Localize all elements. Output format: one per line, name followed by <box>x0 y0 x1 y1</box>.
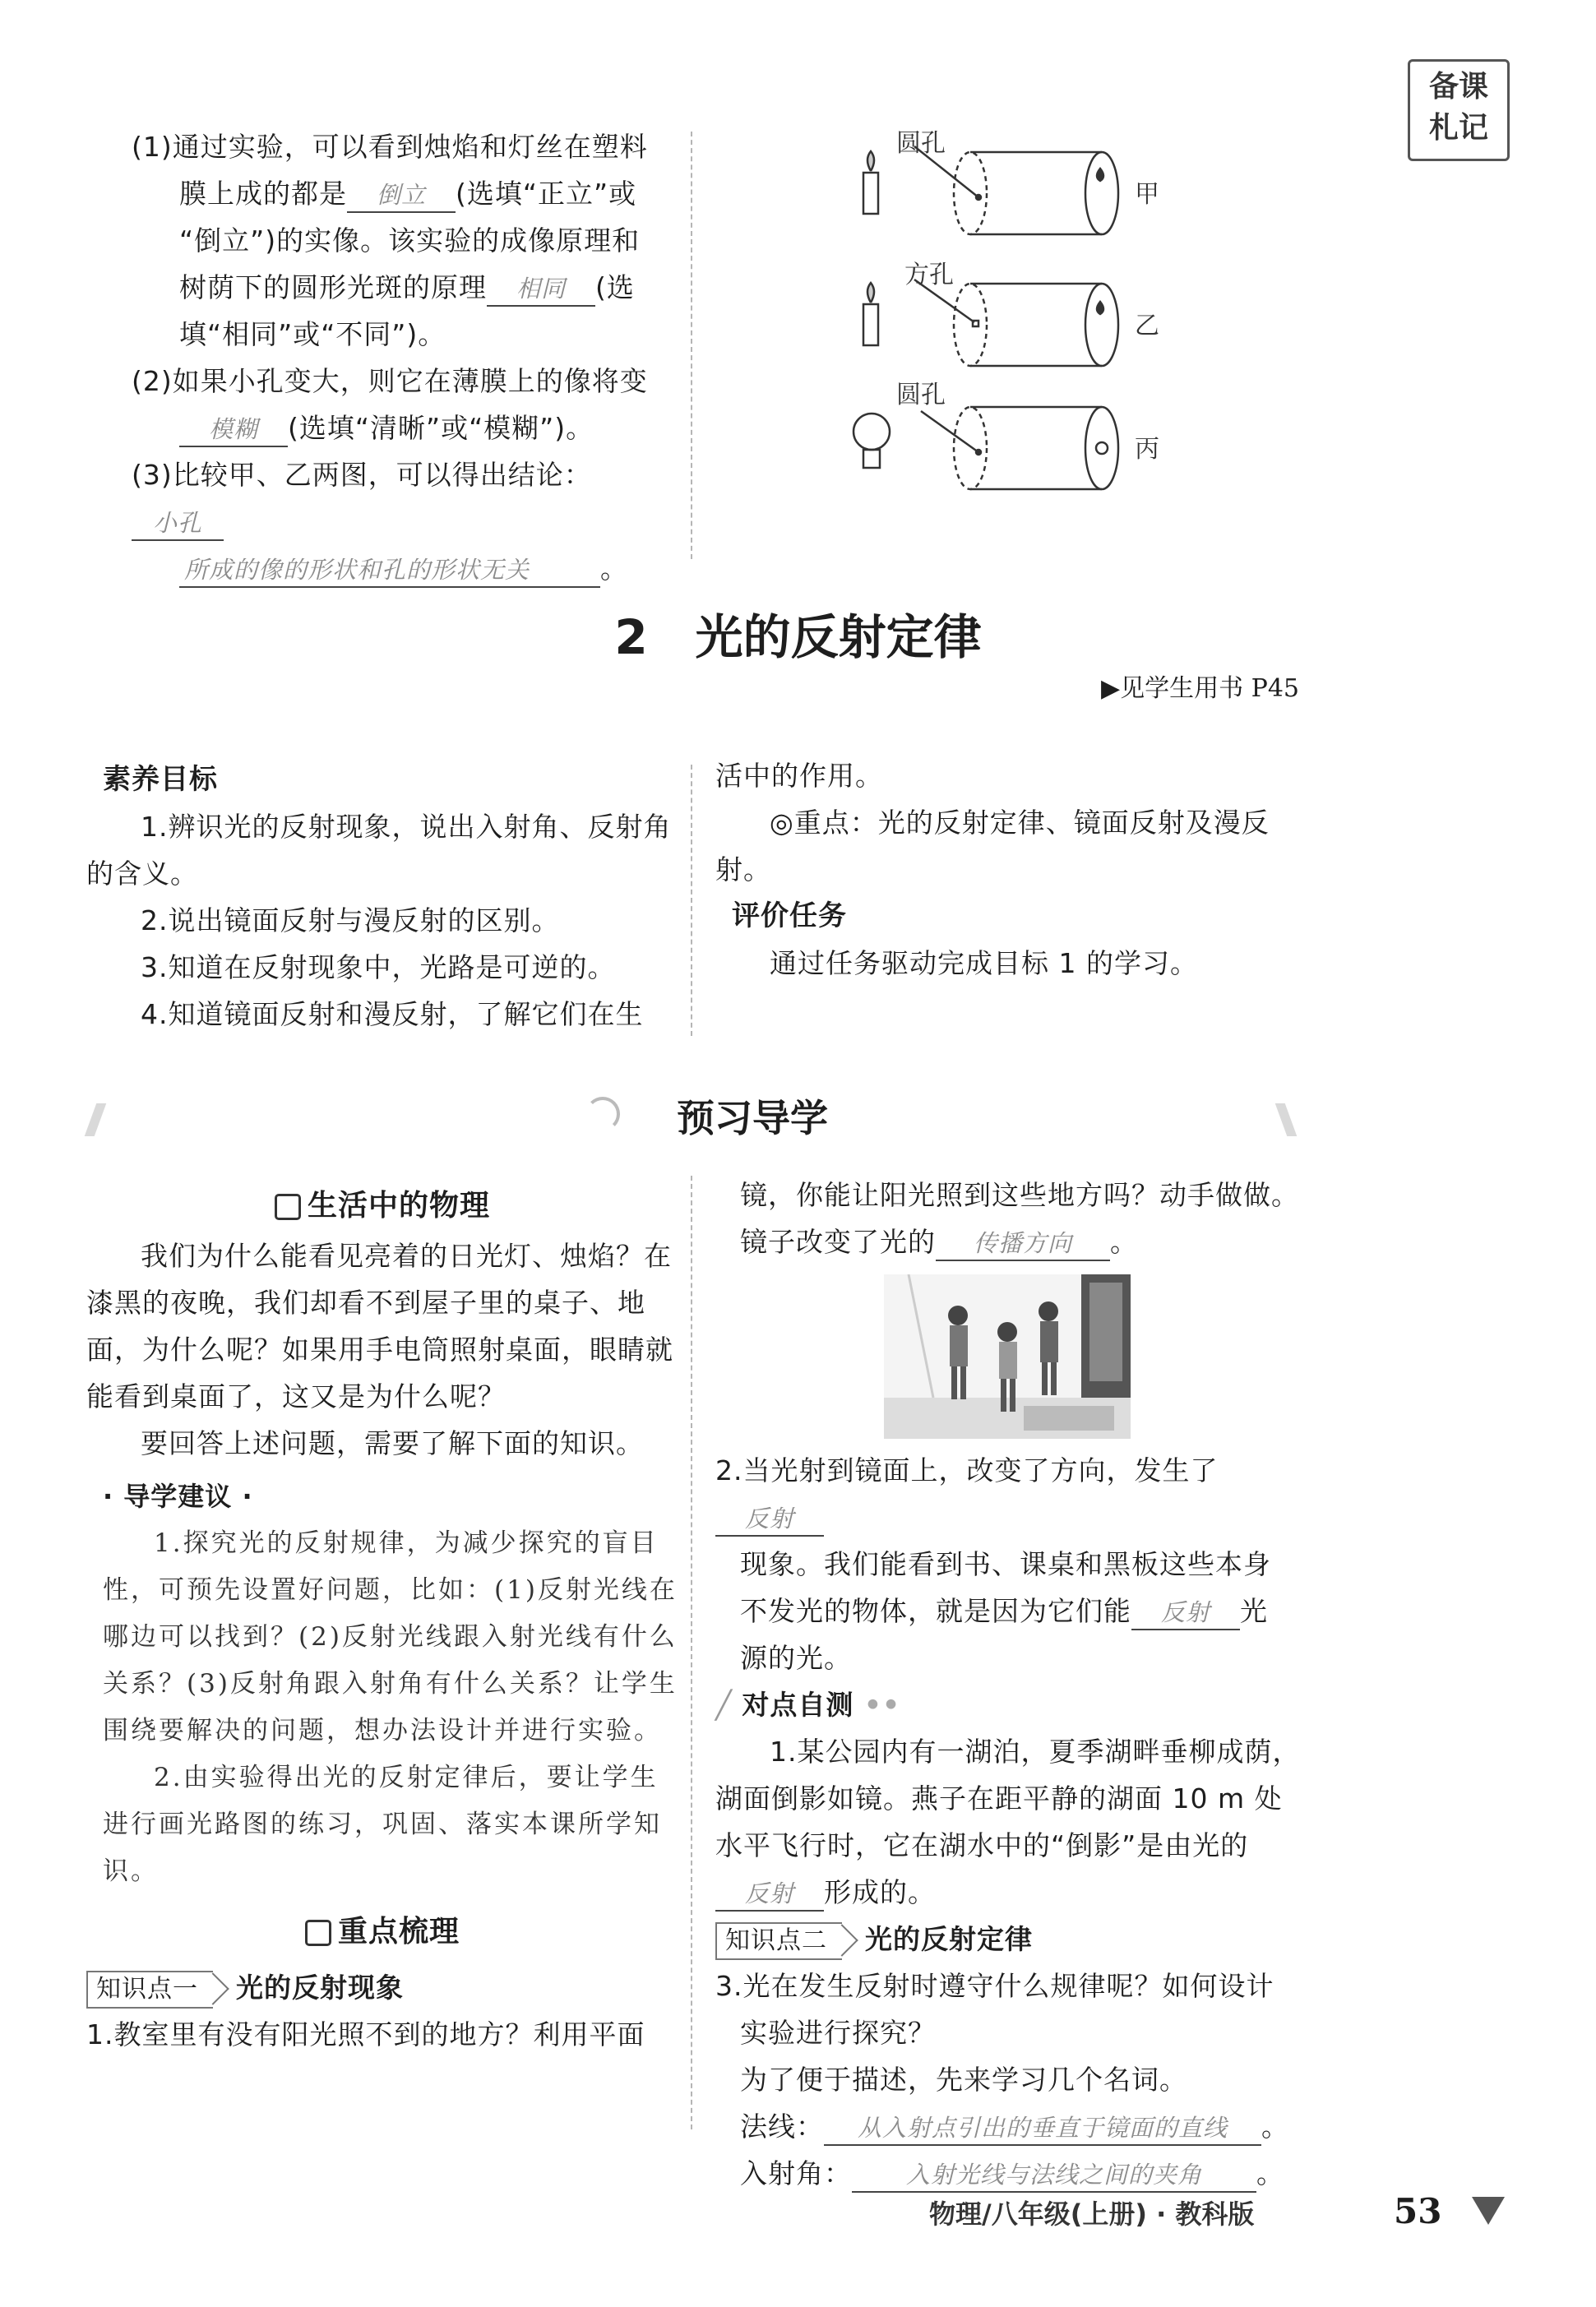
q1-line-e: 填“相同”或“不同”)。 <box>179 318 446 350</box>
q2-line-4: 源的光。 <box>740 1642 852 1674</box>
q2-line-2: 现象。我们能看到书、课桌和黑板这些本身 <box>740 1548 1271 1580</box>
q3-text: (3)比较甲、乙两图，可以得出结论： <box>132 459 592 491</box>
eval-heading: 评价任务 <box>732 899 847 932</box>
q1-line-a: (1)通过实验，可以看到烛焰和灯丝在塑料 <box>132 131 648 163</box>
label-round-hole-2: 圆孔 <box>896 381 946 409</box>
book-icon <box>275 1194 301 1220</box>
answer-blank: 从入射点引出的垂直于镜面的直线 <box>824 2111 1261 2146</box>
keypoints-heading: 重点梳理 <box>337 1915 460 1949</box>
preview-banner <box>82 1085 1299 1151</box>
q2-line-a: (2)如果小孔变大，则它在薄膜上的像将变 <box>132 365 648 397</box>
q1-line-c: “倒立”)的实像。该实验的成像原理和 <box>179 224 641 257</box>
student-book-ref: ▶见学生用书 P45 <box>1101 674 1299 703</box>
preview-title: 预习导学 <box>677 1096 828 1140</box>
q1-text: (选 <box>595 271 635 303</box>
self-test-heading: 对点自测 <box>742 1689 854 1721</box>
life-paragraph-2: 要回答上述问题，需要了解下面的知识。 <box>141 1427 644 1459</box>
q2-text: (选填“清晰”或“模糊”)。 <box>288 412 594 444</box>
normal-label: 法线： <box>740 2111 824 2143</box>
answer-blank: 模糊 <box>179 413 288 447</box>
q2-text: 不发光的物体，就是因为它们能 <box>740 1595 1131 1627</box>
answer-blank: 相同 <box>487 272 595 307</box>
column-divider <box>691 132 692 559</box>
goal-4-continued: 活中的作用。 <box>715 760 883 792</box>
section-title: 2 光的反射定律 <box>614 609 982 665</box>
kp2-tag: 知识点二 <box>715 1922 842 1960</box>
answer-blank: 入射光线与法线之间的夹角 <box>852 2158 1256 2193</box>
q3-text: 。 <box>600 552 628 585</box>
tag-bing: 丙 <box>1135 435 1159 464</box>
q1-text: (选填“正立”或 <box>456 178 637 210</box>
goal-3: 3.知道在反射现象中，光路是可逆的。 <box>141 951 616 983</box>
goals-left <box>86 756 678 1038</box>
goal-1: 1.辨识光的反射现象，说出入射角、反射角的含义。 <box>86 811 672 890</box>
life-paragraph-1: 我们为什么能看见亮着的日光灯、烛焰？在漆黑的夜晚，我们却看不到屋子里的桌子、地面，为什么呢？如果用手电筒照射桌面，眼睛就能看到桌面了，这又是为什么呢？ <box>86 1240 673 1412</box>
right-column-2 <box>715 1447 1307 2197</box>
corner-decor-icon <box>1472 2197 1505 2225</box>
kp1-tag: 知识点一 <box>86 1971 213 2009</box>
key-focus: ◎重点：光的反射定律、镜面反射及漫反射。 <box>715 807 1270 885</box>
answer-blank: 反射 <box>715 1502 824 1537</box>
guide-paragraph-1: 1.探究光的反射规律，为减少探究的盲目性，可预先设置好问题，比如：(1)反射光线在哪边可以找到？(2)反射光线跟入射光线有什么关系？(3)反射角跟入射角有什么关系？让学生围绕要解决的问题，想办法设计并进行实验。 <box>103 1528 678 1745</box>
guide-heading: · 导学建议 · <box>103 1481 253 1512</box>
right-column <box>715 1172 1307 1265</box>
kp1-title: 光的反射现象 <box>236 1972 404 2004</box>
answer-blank: 小孔 <box>132 506 224 541</box>
guide-paragraph-2: 2.由实验得出光的反射定律后，要让学生进行画光路图的练习，巩固、落实本课所学知识。 <box>103 1763 662 1886</box>
kp1-text: 镜子改变了光的 <box>740 1226 936 1258</box>
kp1-question: 1.教室里有没有阳光照不到的地方？利用平面 <box>86 2018 645 2050</box>
self-test-1-end: 形成的。 <box>824 1876 936 1908</box>
q1-text: 树荫下的圆形光斑的原理 <box>179 271 487 303</box>
answer-blank: 传播方向 <box>936 1227 1110 1261</box>
q3-line-b: 实验进行探究？ <box>740 2017 936 2049</box>
notes-box <box>1408 59 1510 161</box>
goal-4: 4.知道镜面反射和漫反射，了解它们在生 <box>141 998 644 1030</box>
kp1-text: 。 <box>1110 1226 1138 1258</box>
pencil-icon: ╱ <box>715 1689 742 1721</box>
pinhole-figure <box>839 123 1200 493</box>
dots-icon: •• <box>854 1689 901 1721</box>
kp1-question-cont: 镜，你能让阳光照到这些地方吗？动手做做。 <box>740 1179 1299 1211</box>
q1-text: 膜上成的都是 <box>179 178 347 210</box>
q2-text: 光 <box>1240 1595 1268 1627</box>
life-heading: 生活中的物理 <box>307 1189 490 1223</box>
goals-heading: 素养目标 <box>103 763 218 796</box>
answer-blank: 反射 <box>1131 1596 1240 1630</box>
q3-line-a: 3.光在发生反射时遵守什么规律呢？如何设计 <box>715 1970 1274 2002</box>
notes-box-line1: 备课 <box>1428 70 1488 104</box>
footer-book: 物理/八年级(上册) · 教科版 <box>929 2198 1255 2230</box>
notes-box-line2: 札记 <box>1428 111 1488 145</box>
label-square-hole: 方孔 <box>904 261 954 289</box>
tag-jia: 甲 <box>1135 180 1159 209</box>
column-divider <box>691 1176 692 2129</box>
tag-yi: 乙 <box>1135 312 1159 340</box>
life-heading-row <box>86 1180 678 1232</box>
period: 。 <box>1261 2111 1289 2143</box>
keypoints-heading-row <box>86 1903 678 1961</box>
eval-text: 通过任务驱动完成目标 1 的学习。 <box>770 947 1198 979</box>
q2-text: 2.当光射到镜面上，改变了方向，发生了 <box>715 1454 1219 1486</box>
kp2-title: 光的反射定律 <box>865 1923 1033 1955</box>
answer-blank: 反射 <box>715 1877 824 1912</box>
q3-line-c: 为了便于描述，先来学习几个名词。 <box>740 2064 1187 2096</box>
incidence-label: 入射角： <box>740 2157 852 2189</box>
answer-blank: 倒立 <box>347 178 456 213</box>
top-questions <box>132 123 674 592</box>
label-round-hole-1: 圆孔 <box>896 129 946 158</box>
classroom-illustration <box>884 1274 1131 1439</box>
column-divider <box>691 765 692 1036</box>
left-column <box>86 1180 678 2058</box>
goal-2: 2.说出镜面反射与漫反射的区别。 <box>141 904 560 936</box>
answer-blank: 所成的像的形状和孔的形状无关 <box>179 553 600 588</box>
goals-right <box>715 752 1307 987</box>
page-number: 53 <box>1394 2191 1442 2231</box>
self-test-1: 1.某公园内有一湖泊，夏季湖畔垂柳成荫，湖面倒影如镜。燕子在距平静的湖面 10 m 处水平飞行时，它在湖水中的“倒影”是由光的 <box>715 1736 1301 1861</box>
period: 。 <box>1256 2157 1284 2189</box>
check-icon <box>305 1920 331 1946</box>
